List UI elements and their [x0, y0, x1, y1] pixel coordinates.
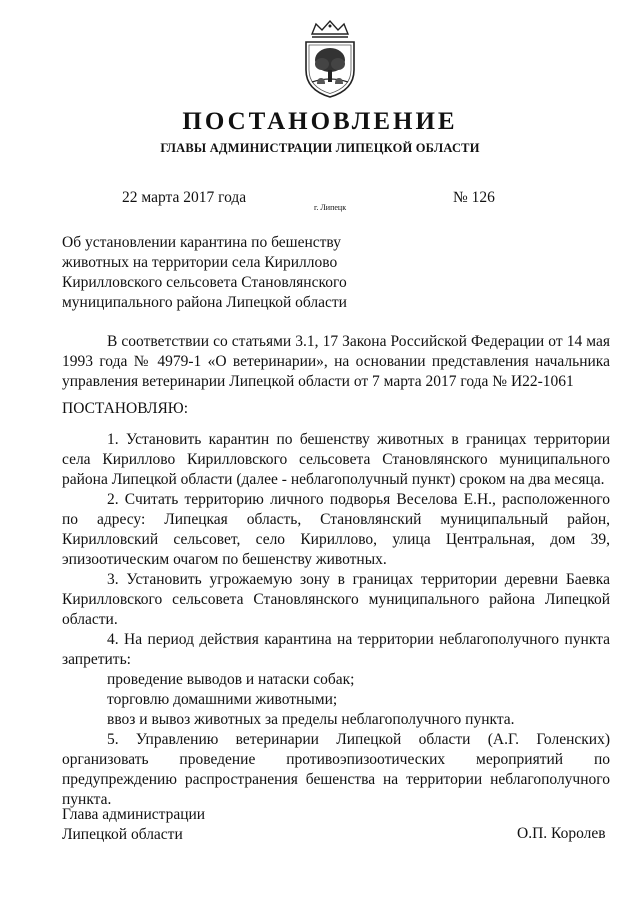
decree-item-4-sub: торговлю домашними животными;: [107, 691, 338, 708]
subject-line: Об установлении карантина по бешенству: [62, 234, 341, 251]
decree-item-4: 4. На период действия карантина на территории неблагополучного пункта запретить:: [62, 631, 610, 668]
decree-heading: ПОСТАНОВЛЯЮ:: [62, 400, 189, 417]
subject-line: Кирилловского сельсовета Становлянского: [62, 274, 347, 291]
decree-item-4-sub: проведение выводов и натаски собак;: [107, 671, 355, 688]
decree-item-5: 5. Управлению ветеринарии Липецкой области (А.Г. Голенских) организовать проведение противоэпизоотических мероприятий по предупреждению распространения бешенства на территории неблагополучного пункта.: [62, 731, 610, 808]
signatory-name: О.П. Королев: [517, 825, 606, 842]
decree-items: [62, 430, 610, 810]
document-subtitle: ГЛАВЫ АДМИНИСТРАЦИИ ЛИПЕЦКОЙ ОБЛАСТИ: [160, 141, 480, 155]
document-number: № 126: [453, 189, 495, 206]
document-city: г. Липецк: [314, 203, 347, 212]
coat-of-arms-icon: [298, 18, 362, 100]
document-title: ПОСТАНОВЛЕНИЕ: [182, 108, 458, 135]
subject-line: животных на территории села Кириллово: [62, 254, 338, 271]
signatory-position: [62, 805, 205, 845]
subject-line: муниципального района Липецкой области: [62, 294, 347, 311]
decree-item-1: 1. Установить карантин по бешенству животных в границах территории села Кириллово Кирилловского сельсовета Становлянского муниципального района Липецкой области (далее - неблагополучный пункт) сроком на два месяца.: [62, 431, 610, 488]
decree-item-4-sub: ввоз и вывоз животных за пределы неблагополучного пункта.: [107, 711, 515, 728]
signatory-position-line: Липецкой области: [62, 826, 183, 843]
signatory-position-line: Глава администрации: [62, 806, 206, 823]
preamble-paragraph: В соответствии со статьями 3.1, 17 Закона Российской Федерации от 14 мая 1993 года № 4979-1 «О ветеринарии», на основании представления начальника управления ветеринарии Липецкой области от 7 марта 2017 года № И22-1061: [62, 333, 610, 390]
decree-item-3: 3. Установить угрожаемую зону в границах территории деревни Баевка Кирилловского сельсовета Становлянского муниципального района Липецкой области.: [62, 571, 610, 628]
document-subject: [62, 233, 362, 313]
decree-item-2: 2. Считать территорию личного подворья Веселова Е.Н., расположенного по адресу: Липецкая область, Становлянский муниципальный район, Кирилловский сельсовет, село Кириллово, улица Центральная, дом 39, эпизоотическим очагом по бешенству животных.: [62, 491, 610, 568]
document-date: 22 марта 2017 года: [122, 189, 247, 206]
